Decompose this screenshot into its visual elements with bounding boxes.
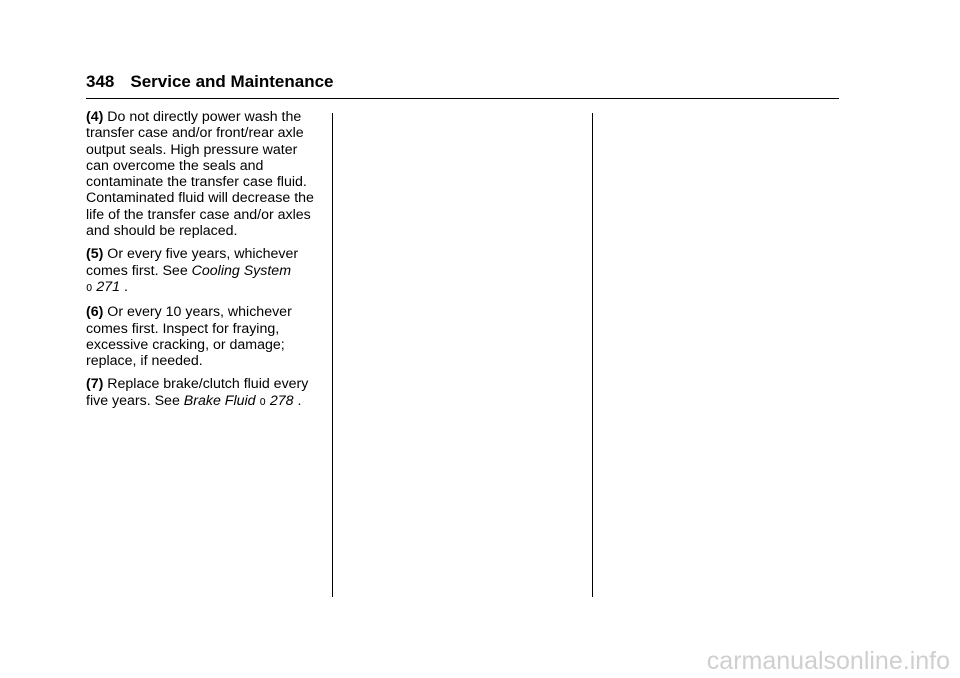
note-text: Do not directly power wash the transfer case and/or front/rear axle output seals. High pressure water can overcome the seals and contaminate the transfer case fluid. Contaminated fluid will decrease the life of the transfer case and/or axles and should be replaced. <box>86 109 314 240</box>
page-arrow-icon: 0 <box>86 282 93 294</box>
cross-reference-link[interactable]: Brake Fluid <box>183 392 256 409</box>
note-text: Or every 10 years, whichever comes first. Inspect for fraying, excessive cracking, or damage; replace, if needed. <box>86 304 292 370</box>
column-divider-1 <box>332 113 333 597</box>
note-number: (7) <box>86 376 104 393</box>
watermark: carmanualsonline.info <box>706 647 950 675</box>
page-number: 348 <box>86 72 115 91</box>
note-text: Replace brake/clutch fluid every five years. See <box>86 376 309 409</box>
note-6 <box>86 304 322 369</box>
note-end: . <box>120 278 128 295</box>
page-reference[interactable]: 271 <box>96 278 120 295</box>
note-text: Or every five years, whichever comes first. See <box>86 246 299 279</box>
page-arrow-icon: 0 <box>259 396 266 408</box>
note-5 <box>86 246 322 297</box>
header-rule <box>86 98 839 99</box>
note-number: (5) <box>86 246 104 263</box>
note-7 <box>86 376 322 411</box>
section-title: Service and Maintenance <box>130 72 334 91</box>
text-column-1 <box>86 109 322 418</box>
cross-reference-link[interactable]: Cooling System <box>191 262 292 279</box>
column-divider-2 <box>592 113 593 597</box>
note-number: (4) <box>86 109 104 125</box>
page-reference[interactable]: 278 <box>269 392 294 409</box>
page-header <box>86 72 334 92</box>
note-end: . <box>293 392 302 409</box>
note-number: (6) <box>86 304 104 321</box>
note-4 <box>86 109 322 239</box>
